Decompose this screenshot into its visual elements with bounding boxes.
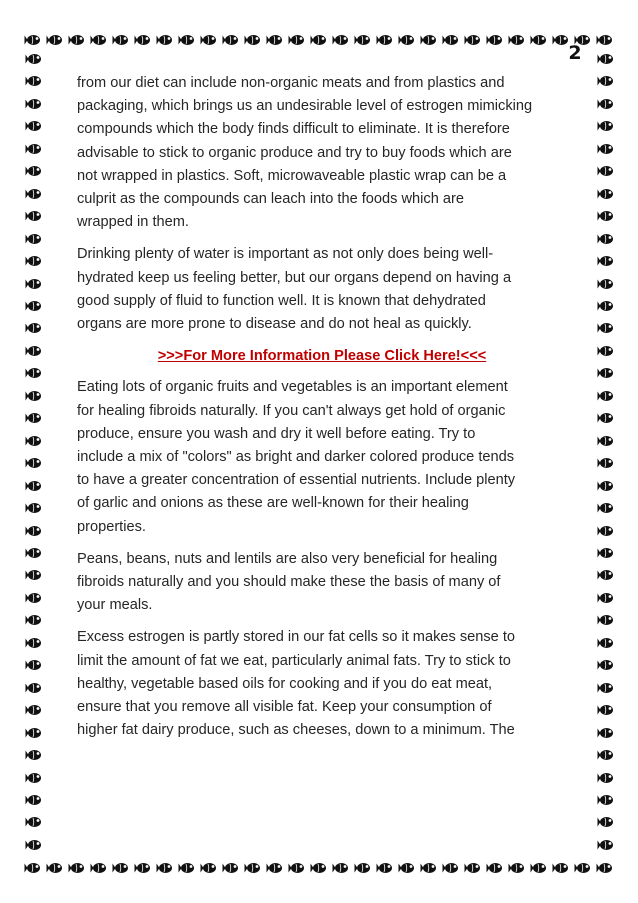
fish-icon <box>25 546 43 560</box>
fish-icon <box>25 411 43 425</box>
text-line: higher fat dairy produce, such as cheeses, down to a minimum. The <box>77 722 515 739</box>
paragraph <box>77 243 567 336</box>
fish-icon <box>597 568 615 582</box>
fish-icon <box>376 33 394 47</box>
fish-icon <box>596 861 614 875</box>
fish-icon <box>222 33 240 47</box>
fish-icon <box>25 815 43 829</box>
fish-icon <box>597 815 615 829</box>
fish-icon <box>25 636 43 650</box>
fish-icon <box>597 479 615 493</box>
fish-icon <box>420 33 438 47</box>
text-line: Peans, beans, nuts and lentils are also very beneficial for healing <box>77 550 498 567</box>
text-line: Eating lots of organic fruits and vegetables is an important element <box>77 379 508 396</box>
border-left <box>24 52 44 852</box>
fish-icon <box>24 861 42 875</box>
fish-icon <box>25 254 43 268</box>
fish-icon <box>25 726 43 740</box>
text-line: Excess estrogen is partly stored in our fat cells so it makes sense to <box>77 629 516 646</box>
fish-icon <box>25 299 43 313</box>
fish-icon <box>25 52 43 66</box>
border-bottom <box>24 858 614 878</box>
fish-icon <box>25 524 43 538</box>
fish-icon <box>597 232 615 246</box>
fish-icon <box>596 33 614 47</box>
fish-icon <box>508 33 526 47</box>
fish-icon <box>597 636 615 650</box>
fish-icon <box>597 344 615 358</box>
fish-icon <box>597 838 615 852</box>
fish-icon <box>597 771 615 785</box>
fish-icon <box>90 861 108 875</box>
text-line: of garlic and onions as these are well-known for their healing <box>77 495 469 512</box>
fish-icon <box>332 33 350 47</box>
fish-icon <box>597 187 615 201</box>
fish-icon <box>574 861 592 875</box>
fish-icon <box>178 33 196 47</box>
fish-icon <box>178 861 196 875</box>
fish-icon <box>244 861 262 875</box>
fish-icon <box>25 793 43 807</box>
fish-icon <box>25 568 43 582</box>
fish-icon <box>530 861 548 875</box>
text-line: limit the amount of fat we eat, particularly animal fats. Try to stick to <box>77 652 511 669</box>
fish-icon <box>376 861 394 875</box>
fish-icon <box>508 861 526 875</box>
fish-icon <box>25 681 43 695</box>
fish-icon <box>25 321 43 335</box>
fish-icon <box>25 771 43 785</box>
fish-icon <box>25 366 43 380</box>
fish-icon <box>25 434 43 448</box>
text-line: organs are more prone to disease and do not heal as quickly. <box>77 316 472 333</box>
fish-icon <box>530 33 548 47</box>
fish-icon <box>597 456 615 470</box>
fish-icon <box>25 658 43 672</box>
text-line: ensure that you remove all visible fat. Keep your consumption of <box>77 699 492 716</box>
fish-icon <box>310 861 328 875</box>
fish-icon <box>25 277 43 291</box>
fish-icon <box>134 861 152 875</box>
document-body <box>77 72 567 751</box>
fish-icon <box>597 164 615 178</box>
fish-icon <box>597 119 615 133</box>
page-number: 2 <box>568 42 582 64</box>
fish-icon <box>112 33 130 47</box>
fish-icon <box>597 389 615 403</box>
fish-icon <box>266 33 284 47</box>
fish-icon <box>597 97 615 111</box>
paragraph <box>77 72 567 234</box>
paragraph <box>77 376 567 538</box>
fish-icon <box>25 164 43 178</box>
fish-icon <box>398 33 416 47</box>
fish-icon <box>354 861 372 875</box>
fish-icon <box>597 277 615 291</box>
fish-icon <box>597 142 615 156</box>
fish-icon <box>46 861 64 875</box>
fish-icon <box>420 861 438 875</box>
fish-icon <box>25 703 43 717</box>
fish-icon <box>244 33 262 47</box>
fish-icon <box>25 748 43 762</box>
more-info-link[interactable]: >>>For More Information Please Click Here!<<< <box>157 348 487 365</box>
fish-icon <box>288 861 306 875</box>
fish-icon <box>90 33 108 47</box>
text-line: healthy, vegetable based oils for cooking and if you do eat meat, <box>77 675 493 692</box>
text-line: fibroids naturally and you should make these the basis of many of <box>77 574 501 591</box>
fish-icon <box>112 861 130 875</box>
fish-icon <box>310 33 328 47</box>
fish-icon <box>25 501 43 515</box>
fish-icon <box>597 613 615 627</box>
fish-icon <box>25 74 43 88</box>
fish-icon <box>25 232 43 246</box>
fish-icon <box>597 748 615 762</box>
text-line: produce, ensure you wash and dry it well before eating. Try to <box>77 425 476 442</box>
fish-icon <box>156 33 174 47</box>
fish-icon <box>597 703 615 717</box>
text-line: to have a greater concentration of essential nutrients. Include plenty <box>77 472 516 489</box>
text-line: for healing fibroids naturally. If you can't always get hold of organic <box>77 402 506 419</box>
fish-icon <box>597 546 615 560</box>
fish-icon <box>464 33 482 47</box>
text-line: packaging, which brings us an undesirable level of estrogen mimicking <box>77 98 533 115</box>
fish-icon <box>25 613 43 627</box>
fish-icon <box>597 52 615 66</box>
text-line: wrapped in them. <box>77 214 189 231</box>
fish-icon <box>597 411 615 425</box>
fish-icon <box>597 726 615 740</box>
text-line: good supply of fluid to function well. It is known that dehydrated <box>77 292 486 309</box>
fish-icon <box>597 434 615 448</box>
fish-icon <box>25 838 43 852</box>
fish-icon <box>597 321 615 335</box>
fish-icon <box>597 254 615 268</box>
fish-icon <box>597 299 615 313</box>
fish-icon <box>398 861 416 875</box>
fish-icon <box>25 119 43 133</box>
text-line: your meals. <box>77 597 153 614</box>
fish-icon <box>25 187 43 201</box>
fish-icon <box>552 861 570 875</box>
fish-icon <box>597 209 615 223</box>
fish-icon <box>68 861 86 875</box>
text-line: include a mix of "colors" as bright and darker colored produce tends <box>77 449 515 466</box>
paragraph <box>77 548 567 618</box>
fish-icon <box>597 501 615 515</box>
fish-icon <box>25 209 43 223</box>
text-line: compounds which the body finds difficult to eliminate. It is therefore <box>77 121 510 138</box>
text-line: culprit as the compounds can leach into the foods which are <box>77 191 464 208</box>
fish-icon <box>597 658 615 672</box>
fish-icon <box>597 524 615 538</box>
fish-icon <box>134 33 152 47</box>
text-line: properties. <box>77 518 146 535</box>
fish-icon <box>24 33 42 47</box>
fish-icon <box>442 33 460 47</box>
fish-icon <box>25 142 43 156</box>
fish-icon <box>597 793 615 807</box>
text-line: advisable to stick to organic produce and try to buy foods which are <box>77 144 512 161</box>
fish-icon <box>464 861 482 875</box>
fish-icon <box>25 344 43 358</box>
fish-icon <box>597 74 615 88</box>
fish-icon <box>25 97 43 111</box>
fish-icon <box>25 389 43 403</box>
fish-icon <box>266 861 284 875</box>
fish-icon <box>597 366 615 380</box>
fish-icon <box>46 33 64 47</box>
text-line: Drinking plenty of water is important as not only does being well- <box>77 246 494 263</box>
fish-icon <box>200 861 218 875</box>
border-top <box>24 30 614 50</box>
fish-icon <box>354 33 372 47</box>
fish-icon <box>68 33 86 47</box>
text-line: not wrapped in plastics. Soft, microwaveable plastic wrap can be a <box>77 167 507 184</box>
fish-icon <box>332 861 350 875</box>
fish-icon <box>156 861 174 875</box>
fish-icon <box>597 681 615 695</box>
border-right <box>596 52 616 852</box>
fish-icon <box>222 861 240 875</box>
fish-icon <box>442 861 460 875</box>
text-line: from our diet can include non-organic meats and from plastics and <box>77 75 505 91</box>
fish-icon <box>288 33 306 47</box>
text-line: hydrated keep us feeling better, but our organs depend on having a <box>77 269 512 286</box>
fish-icon <box>597 591 615 605</box>
paragraph <box>77 626 567 742</box>
fish-icon <box>25 479 43 493</box>
fish-icon <box>486 861 504 875</box>
fish-icon <box>25 591 43 605</box>
fish-icon <box>200 33 218 47</box>
fish-icon <box>25 456 43 470</box>
fish-icon <box>486 33 504 47</box>
